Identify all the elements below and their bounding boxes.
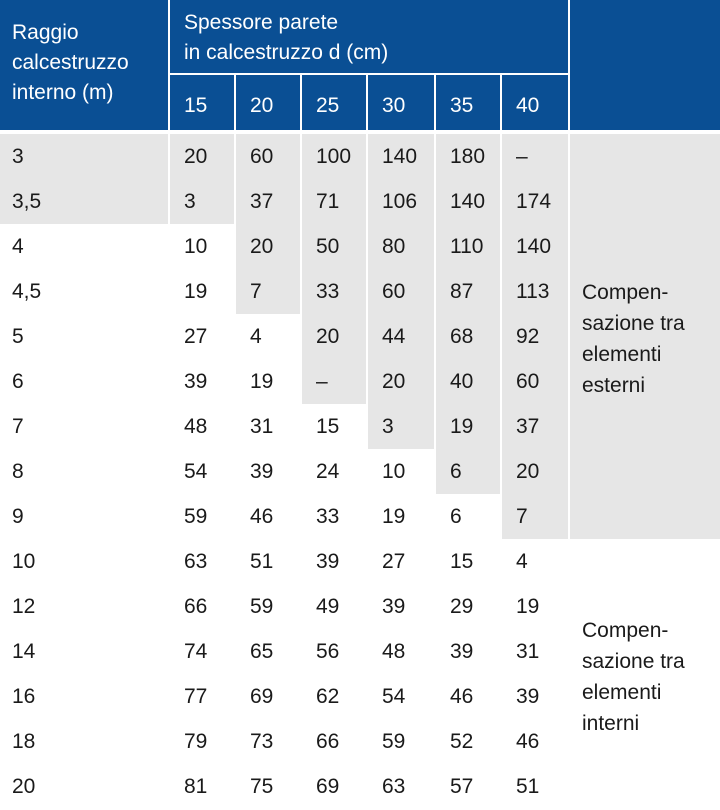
value-cell: 66 (184, 594, 208, 618)
value-cell: 56 (316, 639, 340, 663)
value-cell: 54 (184, 459, 208, 483)
value-cell: 46 (516, 729, 540, 753)
value-cell: 20 (302, 314, 366, 359)
value-cell: 59 (250, 594, 274, 618)
radius-cell: 20 (12, 774, 36, 798)
radius-cell: 16 (12, 684, 36, 708)
header-thickness-15: 15 (170, 75, 234, 130)
value-cell: – (302, 359, 366, 404)
value-cell: 4 (516, 549, 528, 573)
value-cell: 3 (368, 404, 434, 449)
value-cell: 69 (250, 684, 274, 708)
header-empty-cell (570, 0, 720, 130)
value-cell: 60 (502, 359, 568, 404)
value-cell: 31 (250, 414, 274, 438)
radius-cell: 9 (12, 504, 24, 528)
radius-cell: 10 (12, 549, 36, 573)
header-thickness-25: 25 (302, 75, 366, 130)
value-cell: 54 (382, 684, 406, 708)
value-cell: 140 (502, 224, 568, 269)
value-cell: 63 (184, 549, 208, 573)
radius-cell: 5 (12, 324, 24, 348)
value-cell: 57 (450, 774, 474, 798)
value-cell: 69 (316, 774, 340, 798)
value-cell: 71 (302, 179, 366, 224)
value-cell: 44 (368, 314, 434, 359)
value-cell: 92 (502, 314, 568, 359)
value-cell: 174 (502, 179, 568, 224)
value-cell: 49 (316, 594, 340, 618)
value-cell: 73 (250, 729, 274, 753)
header-thickness-line-2: in calcestruzzo d (cm) (184, 41, 389, 64)
value-cell: 52 (450, 729, 474, 753)
value-cell: 29 (450, 594, 474, 618)
value-cell: 15 (316, 414, 340, 438)
radius-cell: 8 (12, 459, 24, 483)
note-internal-line-3: elementi (582, 681, 662, 704)
value-cell: 39 (184, 369, 208, 393)
value-cell: 6 (450, 504, 462, 528)
value-cell: 10 (382, 459, 406, 483)
value-cell: 24 (316, 459, 340, 483)
header-thickness-30: 30 (368, 75, 434, 130)
value-cell: 7 (236, 269, 300, 314)
value-cell: 60 (236, 134, 300, 179)
value-cell: 20 (368, 359, 434, 404)
value-cell: 68 (436, 314, 500, 359)
value-cell: 33 (302, 269, 366, 314)
value-cell: 15 (450, 549, 474, 573)
value-cell: 31 (516, 639, 540, 663)
note-external-line-3: elementi (582, 343, 662, 366)
value-cell: 180 (436, 134, 500, 179)
note-external-line-2: sazione tra (582, 312, 685, 335)
value-cell: 20 (502, 449, 568, 494)
header-thickness-40: 40 (502, 75, 568, 130)
value-cell: 6 (436, 449, 500, 494)
header-radius-line-1: Raggio (12, 21, 79, 44)
value-cell: 10 (184, 234, 208, 258)
value-cell: 7 (502, 494, 568, 539)
value-cell: 48 (382, 639, 406, 663)
value-cell: 62 (316, 684, 340, 708)
value-cell: 33 (316, 504, 340, 528)
value-cell: 113 (502, 269, 568, 314)
header-thickness-20: 20 (236, 75, 300, 130)
value-cell: 19 (436, 404, 500, 449)
value-cell: 37 (236, 179, 300, 224)
value-cell: 75 (250, 774, 274, 798)
header-radius-line-2: calcestruzzo (12, 51, 129, 74)
radius-cell: 4 (12, 234, 24, 258)
value-cell: 74 (184, 639, 208, 663)
value-cell: 19 (516, 594, 540, 618)
radius-cell: 14 (12, 639, 36, 663)
value-cell: 4 (250, 324, 262, 348)
header-thickness-line-1: Spessore parete (184, 11, 339, 34)
value-cell: 106 (368, 179, 434, 224)
note-internal-line-2: sazione tra (582, 650, 685, 673)
note-internal-line-1: Compen- (582, 619, 669, 642)
header-radius-line-3: interno (m) (12, 81, 114, 104)
value-cell: 3 (170, 179, 234, 224)
value-cell: 100 (302, 134, 366, 179)
value-cell: 27 (382, 549, 406, 573)
value-cell: 48 (184, 414, 208, 438)
value-cell: 51 (516, 774, 540, 798)
note-internal-line-4: interni (582, 712, 640, 735)
value-cell: 39 (450, 639, 474, 663)
value-cell: 46 (450, 684, 474, 708)
value-cell: 110 (436, 224, 500, 269)
header-radius-cell (0, 0, 168, 130)
header-thickness-35: 35 (436, 75, 500, 130)
value-cell: – (502, 134, 568, 179)
value-cell: 80 (368, 224, 434, 269)
radius-cell: 4,5 (12, 279, 42, 303)
value-cell: 20 (170, 134, 234, 179)
value-cell: 37 (502, 404, 568, 449)
note-external-line-1: Compen- (582, 281, 669, 304)
value-cell: 81 (184, 774, 208, 798)
radius-cell: 6 (12, 369, 24, 393)
value-cell: 87 (436, 269, 500, 314)
note-external-compensation (582, 277, 685, 401)
value-cell: 46 (250, 504, 274, 528)
value-cell: 60 (368, 269, 434, 314)
value-cell: 79 (184, 729, 208, 753)
value-cell: 39 (250, 459, 274, 483)
note-external-line-4: esterni (582, 374, 646, 397)
value-cell: 140 (368, 134, 434, 179)
value-cell: 20 (236, 224, 300, 269)
value-cell: 19 (382, 504, 406, 528)
value-cell: 66 (316, 729, 340, 753)
radius-cell: 3,5 (0, 179, 168, 224)
value-cell: 50 (302, 224, 366, 269)
note-internal-compensation (582, 615, 685, 739)
value-cell: 63 (382, 774, 406, 798)
value-cell: 39 (382, 594, 406, 618)
radius-cell: 18 (12, 729, 36, 753)
radius-cell: 12 (12, 594, 36, 618)
value-cell: 19 (250, 369, 274, 393)
value-cell: 27 (184, 324, 208, 348)
value-cell: 77 (184, 684, 208, 708)
value-cell: 59 (184, 504, 208, 528)
value-cell: 140 (436, 179, 500, 224)
value-cell: 59 (382, 729, 406, 753)
radius-cell: 3 (0, 134, 168, 179)
value-cell: 51 (250, 549, 274, 573)
value-cell: 39 (516, 684, 540, 708)
value-cell: 40 (436, 359, 500, 404)
value-cell: 65 (250, 639, 274, 663)
value-cell: 39 (316, 549, 340, 573)
header-thickness-cell (170, 0, 568, 73)
radius-cell: 7 (12, 414, 24, 438)
value-cell: 19 (184, 279, 208, 303)
